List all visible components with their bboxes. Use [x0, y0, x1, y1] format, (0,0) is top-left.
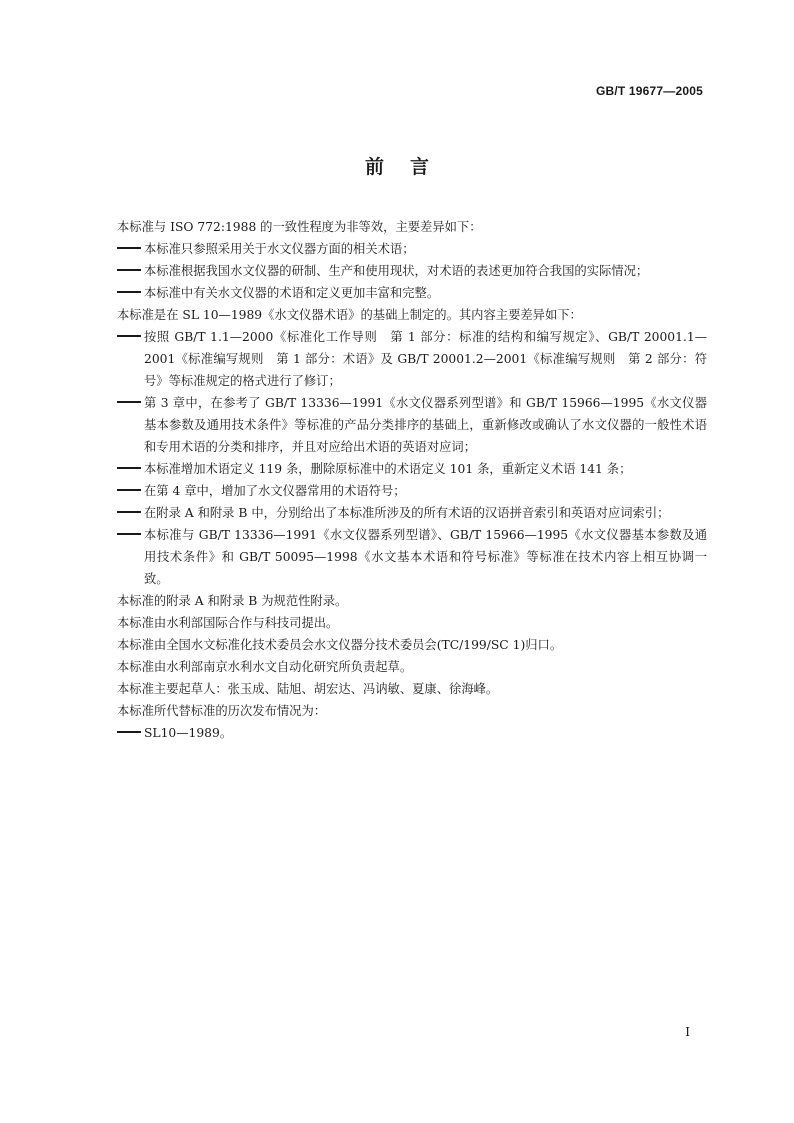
list-item — [117, 238, 707, 260]
dash-marker — [117, 260, 141, 282]
list-item — [117, 458, 707, 480]
list-item — [117, 502, 707, 524]
paragraph: 本标准的附录 A 和附录 B 为规范性附录。 — [117, 594, 348, 608]
page-title: 前言 — [364, 156, 455, 178]
list-item-text: 第 3 章中，在参考了 GB/T 13336—1991《水文仪器系列型谱》和 GB/T 15966—1995《水文仪器基本参数及通用技术条件》等标准的产品分类排序的基础上，重新修改或确认了水文仪器的一般性术语和专用术语的分类和排序，并且对应给出术语的英语对应词； — [144, 396, 707, 454]
list-item — [117, 282, 707, 304]
list-item-text: 在第 4 章中，增加了水文仪器常用的术语符号； — [144, 484, 406, 498]
list-item-text: SL10—1989。 — [144, 726, 233, 740]
paragraph: 本标准与 ISO 772:1988 的一致性程度为非等效，主要差异如下： — [117, 220, 482, 234]
paragraph: 本标准是在 SL 10—1989《水文仪器术语》的基础上制定的。其内容主要差异如下： — [117, 308, 582, 322]
paragraph: 本标准由水利部国际合作与科技司提出。 — [117, 616, 339, 630]
dash-marker — [117, 282, 141, 304]
foreword-body — [117, 216, 707, 744]
dash-marker — [117, 722, 141, 744]
list-item-text: 在附录 A 和附录 B 中，分别给出了本标准所涉及的所有术语的汉语拼音索引和英语对应词索引； — [144, 506, 670, 520]
standard-number: GB/T 19677—2005 — [595, 84, 703, 98]
dash-marker — [117, 326, 141, 348]
list-item-text: 本标准只参照采用关于水文仪器方面的相关术语； — [144, 242, 415, 256]
dash-marker — [117, 458, 141, 480]
list-item-text: 本标准增加术语定义 119 条，删除原标准中的术语定义 101 条，重新定义术语 141 条； — [144, 462, 632, 476]
dash-marker — [117, 524, 141, 546]
list-item — [117, 722, 707, 744]
list-item — [117, 524, 707, 590]
list-item — [117, 260, 707, 282]
list-item — [117, 326, 707, 392]
list-item-text: 本标准中有关水文仪器的术语和定义更加丰富和完整。 — [144, 286, 440, 300]
paragraph: 本标准由水利部南京水利水文自动化研究所负责起草。 — [117, 660, 413, 674]
list-item-text: 本标准根据我国水文仪器的研制、生产和使用现状，对术语的表述更加符合我国的实际情况； — [144, 264, 649, 278]
paragraph: 本标准主要起草人：张玉成、陆旭、胡宏达、冯讷敏、夏康、徐海峰。 — [117, 682, 499, 696]
dash-marker — [117, 238, 141, 260]
list-item-text: 按照 GB/T 1.1—2000《标准化工作导则 第 1 部分：标准的结构和编写规定》、GB/T 20001.1—2001《标准编写规则 第 1 部分：术语》及 GB/T 20001.2—2001《标准编写规则 第 2 部分：符号》等标准规定的格式进行了修订； — [144, 330, 707, 388]
page-number: I — [685, 1025, 690, 1039]
list-item — [117, 480, 707, 502]
dash-marker — [117, 480, 141, 502]
paragraph: 本标准由全国水文标准化技术委员会水文仪器分技术委员会(TC/199/SC 1)归口。 — [117, 638, 563, 652]
list-item-text: 本标准与 GB/T 13336—1991《水文仪器系列型谱》、GB/T 15966—1995《水文仪器基本参数及通用技术条件》和 GB/T 50095—1998《水文基本术语和符号标准》等标准在技术内容上相互协调一致。 — [144, 528, 707, 586]
list-item — [117, 392, 707, 458]
paragraph: 本标准所代替标准的历次发布情况为： — [117, 704, 327, 718]
dash-marker — [117, 392, 141, 414]
dash-marker — [117, 502, 141, 524]
